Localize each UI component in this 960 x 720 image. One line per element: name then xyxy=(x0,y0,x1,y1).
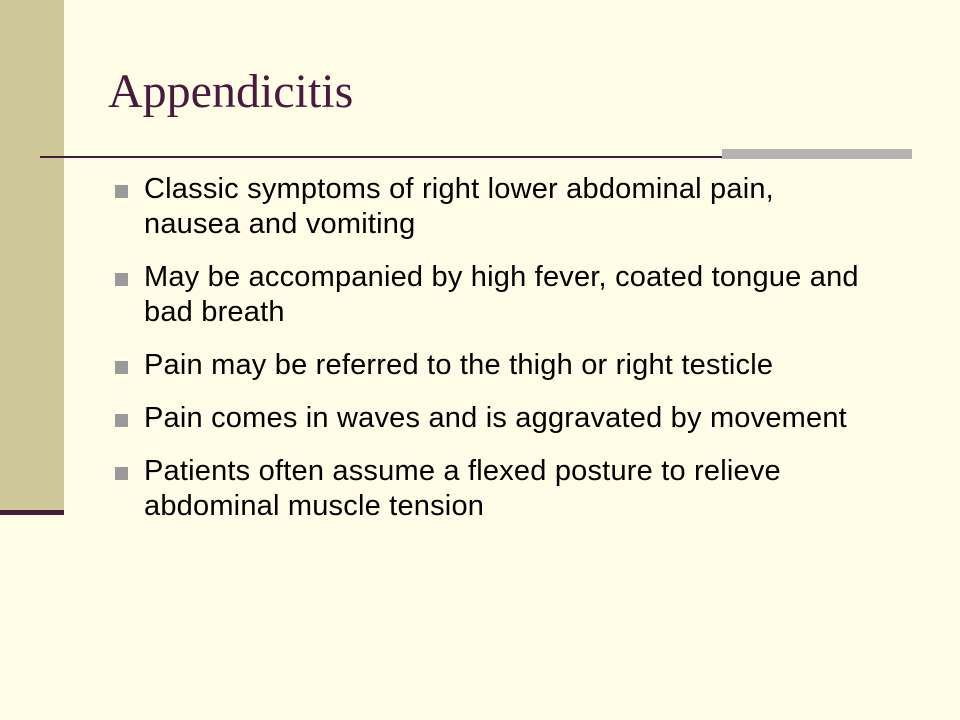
square-bullet-icon xyxy=(115,185,128,198)
bullet-text: Pain comes in waves and is aggravated by movement xyxy=(144,402,847,434)
square-bullet-icon xyxy=(115,273,128,286)
title-divider-accent xyxy=(722,149,912,159)
square-bullet-icon xyxy=(115,361,128,374)
bullet-text: Classic symptoms of right lower abdominal pain, nausea and vomiting xyxy=(144,173,774,240)
bullet-text: Pain may be referred to the thigh or right testicle xyxy=(144,349,774,381)
slide-title: Appendicitis xyxy=(108,65,354,118)
square-bullet-icon xyxy=(115,414,128,427)
bullet-item xyxy=(112,172,872,242)
side-decor-band-foot xyxy=(0,510,64,515)
square-bullet-icon xyxy=(115,467,128,480)
side-decor-band xyxy=(0,0,64,510)
bullet-text: Patients often assume a flexed posture to relieve abdominal muscle tension xyxy=(144,455,781,522)
bullet-item xyxy=(112,401,872,436)
bullet-item xyxy=(112,454,872,524)
bullet-text: May be accompanied by high fever, coated tongue and bad breath xyxy=(144,261,859,328)
bullet-item xyxy=(112,348,872,383)
bullet-item xyxy=(112,260,872,330)
bullet-list xyxy=(112,172,872,542)
